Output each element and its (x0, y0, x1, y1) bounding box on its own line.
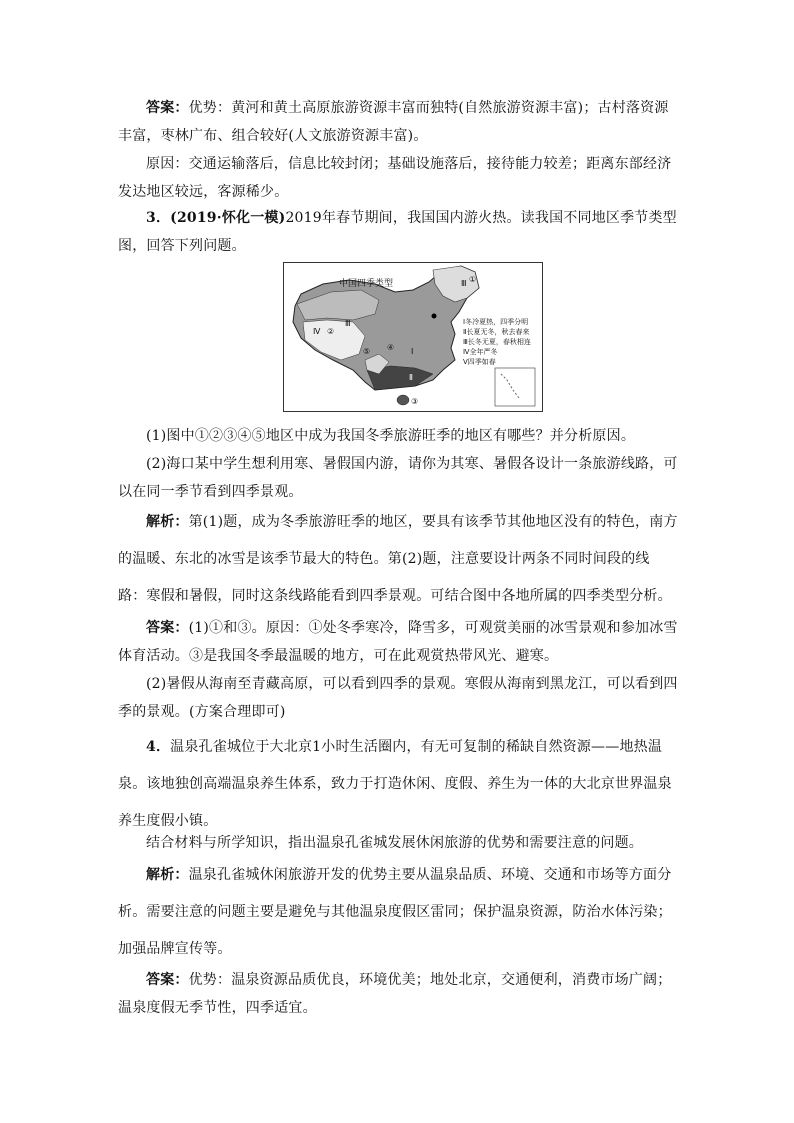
question-4-number: 4． (146, 739, 171, 755)
circled-label-2: ② (327, 327, 335, 336)
question-4-answer (118, 966, 678, 1022)
question-3-answer-1 (118, 614, 678, 670)
roman-label-3: Ⅲ (345, 319, 351, 328)
question-3-number: 3． (146, 210, 171, 226)
legend-item-1: Ⅰ冬冷夏热，四季分明 (463, 318, 529, 326)
sub2-text: (2)海口某中学生想利用寒、暑假国内游，请你为其寒、暑假各设计一条旅游线路，可以在同一季节看到四季景观。 (118, 456, 678, 500)
analysis-label: 解析： (146, 514, 189, 530)
question-3-sub2 (118, 450, 678, 506)
map-title: 中国四季类型 (339, 279, 394, 289)
map-figure (283, 262, 543, 412)
reason-paragraph (118, 150, 678, 206)
analysis-text: 第(1)题，成为冬季旅游旺季的地区，要具有该季节其他地区没有的特色，南方的温暖、东北的冰雪是该季节最大的特色。第(2)题，注意要设计两条不同时间段的线路：寒假和暑假，同时这条线路能看到四季景观。可结合图中各地所属的四季类型分析。 (118, 514, 678, 604)
roman-label-2: Ⅳ (313, 327, 321, 336)
legend-item-2: Ⅱ长夏无冬，秋去春来 (463, 328, 530, 336)
question-3-answer-2 (118, 670, 678, 726)
roman-label-5: Ⅱ (409, 373, 413, 382)
circled-label-1: ① (469, 275, 477, 284)
question-3-sub1 (118, 422, 678, 450)
analysis-label: 解析： (146, 867, 189, 883)
question-4-analysis (118, 857, 678, 968)
answer-text: 优势：黄河和黄土高原旅游资源丰富而独特(自然旅游资源丰富)；古村落资源丰富，枣林广布、组合较好(人文旅游资源丰富)。 (118, 100, 669, 144)
question-3-text: 2019年春节期间，我国国内游火热。读我国不同地区季节类型图，回答下列问题。 (118, 210, 677, 254)
legend-item-3: Ⅲ长冬无夏，春秋相连 (463, 338, 531, 346)
answer-paragraph-1 (118, 94, 678, 150)
circled-label-3: ③ (411, 397, 419, 406)
legend-item-4: Ⅳ全年严冬 (463, 348, 498, 356)
circled-label-5: ⑤ (363, 347, 371, 356)
reason-text: 原因：交通运输落后，信息比较封闭；基础设施落后，接待能力较差；距离东部经济发达地区较远，客源稀少。 (118, 156, 672, 200)
question-4-prompt-text: 结合材料与所学知识，指出温泉孔雀城发展休闲旅游的优势和需要注意的问题。 (146, 835, 643, 851)
answer-label: 答案： (146, 972, 189, 988)
q4-analysis-text: 温泉孔雀城休闲旅游开发的优势主要从温泉品质、环境、交通和市场等方面分析。需要注意的问题主要是避免与其他温泉度假区雷同；保护温泉资源，防治水体污染；加强品牌宣传等。 (118, 867, 672, 957)
question-4-text: 温泉孔雀城位于大北京1小时生活圈内，有无可复制的稀缺自然资源——地热温泉。该地独创高端温泉养生体系，致力于打造休闲、度假、养生为一体的大北京世界温泉养生度假小镇。 (118, 739, 672, 829)
legend-item-5: Ⅴ四季如春 (463, 358, 496, 366)
question-3-source: (2019·怀化一模) (170, 210, 286, 226)
answer-label: 答案： (146, 100, 189, 116)
q4-answer-text: 优势：温泉资源品质优良，环境优美；地处北京，交通便利，消费市场广阔；温泉度假无季节性，四季适宜。 (118, 972, 672, 1016)
question-4-prompt (118, 829, 678, 857)
circled-label-4: ④ (387, 343, 395, 352)
sub1-text: (1)图中①②③④⑤地区中成为我国冬季旅游旺季的地区有哪些？并分析原因。 (146, 428, 636, 444)
hainan-island (397, 395, 409, 405)
question-4-stem (118, 729, 678, 840)
roman-label-4: Ⅰ (411, 347, 414, 356)
answer-label: 答案： (146, 620, 189, 636)
south-china-sea-inset (495, 368, 535, 406)
answer-2-text: (2)暑假从海南至青藏高原，可以看到四季的景观。寒假从海南到黑龙江，可以看到四季的景观。(方案合理即可) (118, 676, 678, 720)
answer-1-text: (1)①和③。原因：①处冬季寒冷，降雪多，可观赏美丽的冰雪景观和参加冰雪体育活动。③是我国冬季最温暖的地方，可在此观赏热带风光、避寒。 (118, 620, 678, 664)
question-3-stem (118, 204, 678, 260)
question-3-analysis (118, 504, 678, 615)
china-season-type-map (283, 262, 543, 412)
roman-label-1: Ⅲ (461, 279, 467, 288)
beijing-star-icon (432, 314, 437, 319)
